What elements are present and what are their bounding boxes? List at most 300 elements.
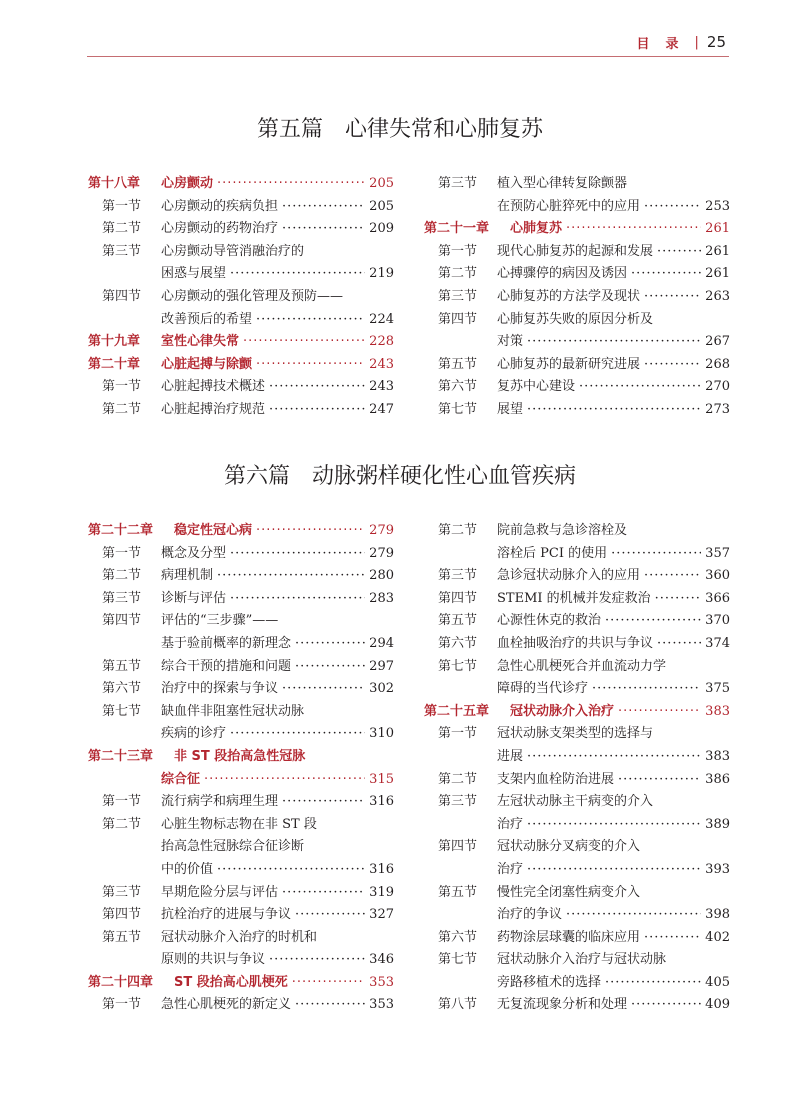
dot-leader <box>295 656 365 679</box>
section-label: 第三节 <box>438 288 478 304</box>
section-title: 早期危险分层与评估 <box>161 884 279 900</box>
dot-leader <box>217 859 365 882</box>
toc-section-entry[interactable] <box>88 565 394 588</box>
entry-page-number: 383 <box>705 748 730 764</box>
section-label: 第四节 <box>102 288 142 304</box>
toc-section-entry[interactable] <box>88 376 394 399</box>
section-label: 第六节 <box>438 635 478 651</box>
entry-text-line <box>161 791 394 814</box>
section-title: 治疗中的探索与争议 <box>161 681 279 697</box>
dot-leader <box>269 949 365 972</box>
section-title: 原则的共识与争议 <box>161 952 266 968</box>
entry-page-number: 386 <box>705 771 730 787</box>
page-number: 25 <box>706 33 726 51</box>
toc-section-entry[interactable] <box>88 588 394 611</box>
entry-text-line <box>161 565 394 588</box>
chapter-label: 第十九章 <box>88 334 141 350</box>
toc-column-part5-left <box>88 173 394 422</box>
section-title: 流行病学和病理生理 <box>161 794 279 810</box>
entry-text-line <box>497 354 730 377</box>
section-title: 冠状动脉介入治疗与冠状动脉 <box>497 952 667 968</box>
part-title: 心律失常和心肺复苏 <box>345 117 544 142</box>
toc-section-entry[interactable] <box>424 309 730 332</box>
toc-section-entry[interactable] <box>424 286 730 309</box>
entry-text-line <box>497 656 730 679</box>
entry-text-line <box>161 949 394 972</box>
part-six-heading <box>0 459 800 490</box>
toc-section-entry[interactable] <box>88 286 394 309</box>
section-title: 心脏起搏治疗规范 <box>161 401 266 417</box>
entry-page-number: 315 <box>369 771 394 787</box>
entry-page-number: 357 <box>705 545 730 561</box>
entry-page-number: 370 <box>705 613 730 629</box>
section-label: 第三节 <box>438 176 478 191</box>
chapter-title: 室性心律失常 <box>161 334 240 350</box>
toc-chapter-entry[interactable] <box>424 701 730 724</box>
entry-text-line <box>161 859 394 882</box>
section-title: 心肺复苏的最新研究进展 <box>497 356 641 372</box>
section-label: 第二节 <box>102 221 142 237</box>
dot-leader <box>527 746 701 769</box>
section-title: 诊断与评估 <box>161 590 227 606</box>
toc-chapter-entry[interactable] <box>88 331 394 354</box>
chapter-label: 第二十一章 <box>424 221 490 237</box>
entry-page-number: 273 <box>705 401 730 417</box>
section-title: 复苏中心建设 <box>497 379 576 395</box>
dot-leader <box>644 354 701 377</box>
entry-text-line <box>161 309 394 332</box>
section-title: 展望 <box>497 401 524 417</box>
dot-leader <box>282 791 365 814</box>
toc-section-entry[interactable] <box>424 904 730 927</box>
entry-text-line <box>497 286 730 309</box>
dot-leader <box>605 610 701 633</box>
section-title: 心房颤动导管消融治疗的 <box>161 243 305 259</box>
toc-section-entry[interactable] <box>424 376 730 399</box>
entry-text-line <box>161 173 394 196</box>
section-title: 院前急救与急诊溶栓及 <box>497 523 628 538</box>
section-label: 第二节 <box>102 816 142 832</box>
entry-page-number: 375 <box>705 681 730 697</box>
entry-text-line <box>497 543 730 566</box>
entry-text-line <box>161 814 394 837</box>
toc-section-entry[interactable] <box>88 723 394 746</box>
entry-page-number: 297 <box>369 658 394 674</box>
entry-text-line <box>497 904 730 927</box>
dot-leader <box>269 376 365 399</box>
chapter-title: 稳定性冠心病 <box>174 523 253 538</box>
entry-text-line <box>161 904 394 927</box>
section-title: 心搏骤停的病因及诱因 <box>497 266 628 282</box>
section-title: 中的价值 <box>161 861 214 877</box>
section-label: 第六节 <box>102 681 142 697</box>
entry-text-line <box>497 376 730 399</box>
section-label: 第四节 <box>102 907 142 923</box>
toc-section-entry[interactable] <box>424 836 730 859</box>
section-label: 第三节 <box>102 243 142 259</box>
toc-section-entry[interactable] <box>88 241 394 264</box>
entry-page-number: 205 <box>369 198 394 214</box>
entry-text-line <box>161 633 394 656</box>
entry-text-line <box>161 286 394 309</box>
section-title: 急诊冠状动脉介入的应用 <box>497 568 641 584</box>
entry-text-line <box>161 241 394 264</box>
section-title: 旁路移植术的选择 <box>497 974 602 990</box>
entry-page-number: 366 <box>705 590 730 606</box>
entry-page-number: 267 <box>705 334 730 350</box>
section-title: 治疗的争议 <box>497 907 563 923</box>
section-label: 第四节 <box>438 839 478 855</box>
entry-text-line <box>510 218 730 241</box>
entry-text-line <box>497 633 730 656</box>
entry-page-number: 302 <box>369 681 394 697</box>
toc-section-entry[interactable] <box>424 859 730 882</box>
dot-leader <box>217 173 365 196</box>
toc-section-entry[interactable] <box>88 656 394 679</box>
section-title: 急性心肌梗死的新定义 <box>161 997 292 1013</box>
toc-section-entry[interactable] <box>424 399 730 422</box>
entry-text-line <box>497 927 730 950</box>
entry-page-number: 224 <box>369 311 394 327</box>
toc-section-entry[interactable] <box>88 543 394 566</box>
entry-page-number: 268 <box>705 356 730 372</box>
section-title: 现代心肺复苏的起源和发展 <box>497 243 654 259</box>
dot-leader <box>644 196 701 219</box>
entry-text-line <box>497 331 730 354</box>
section-label: 第三节 <box>102 590 142 606</box>
toc-section-entry[interactable] <box>424 263 730 286</box>
entry-text-line <box>497 196 730 219</box>
entry-page-number: 261 <box>705 243 730 259</box>
section-title: 进展 <box>497 748 524 764</box>
section-label: 第二节 <box>438 523 478 538</box>
entry-text-line <box>497 678 730 701</box>
entry-text-line <box>161 399 394 422</box>
section-label: 第二节 <box>102 568 142 584</box>
entry-text-line <box>497 972 730 995</box>
section-label: 第五节 <box>102 658 142 674</box>
dot-leader <box>631 263 701 286</box>
entry-text-line <box>497 610 730 633</box>
toc-section-entry[interactable] <box>424 769 730 792</box>
entry-text-line <box>161 701 394 724</box>
toc-section-entry[interactable] <box>424 565 730 588</box>
entry-text-line <box>161 769 394 792</box>
entry-page-number: 383 <box>705 703 730 719</box>
section-title: 药物涂层球囊的临床应用 <box>497 929 641 945</box>
section-title: 对策 <box>497 334 524 350</box>
chapter-title: ST 段抬高心肌梗死 <box>174 974 288 990</box>
entry-page-number: 393 <box>705 861 730 877</box>
entry-text-line <box>497 814 730 837</box>
toc-section-entry[interactable] <box>424 949 730 972</box>
dot-leader <box>217 565 365 588</box>
entry-text-line <box>497 309 730 332</box>
chapter-label: 第二十章 <box>88 356 141 372</box>
section-title: 心肺复苏的方法学及现状 <box>497 288 641 304</box>
toc-section-entry[interactable] <box>88 882 394 905</box>
section-title: 急性心肌梗死合并血流动力学 <box>497 658 667 674</box>
section-title: 血栓抽吸治疗的共识与争议 <box>497 635 654 651</box>
section-label: 第五节 <box>102 929 142 945</box>
chapter-label: 第二十五章 <box>424 703 490 719</box>
entry-text-line <box>510 701 730 724</box>
section-label: 第四节 <box>102 613 142 629</box>
entry-text-line <box>161 354 394 377</box>
entry-text-line <box>497 241 730 264</box>
dot-leader <box>579 376 701 399</box>
toc-section-entry[interactable] <box>424 241 730 264</box>
entry-page-number: 360 <box>705 568 730 584</box>
entry-page-number: 228 <box>369 334 394 350</box>
toc-section-entry[interactable] <box>424 972 730 995</box>
section-label: 第一节 <box>102 794 142 810</box>
chapter-title: 心房颤动 <box>161 176 214 191</box>
section-title: 无复流现象分析和处理 <box>497 997 628 1013</box>
entry-text-line <box>161 218 394 241</box>
chapter-title: 心肺复苏 <box>510 221 563 237</box>
section-title: 病理机制 <box>161 568 214 584</box>
dot-leader <box>657 241 701 264</box>
dot-leader <box>256 309 365 332</box>
toc-chapter-entry[interactable] <box>88 769 394 792</box>
toc-section-entry[interactable] <box>424 678 730 701</box>
section-title: 抗栓治疗的进展与争议 <box>161 907 292 923</box>
entry-text-line <box>497 859 730 882</box>
chapter-title: 非 ST 段抬高急性冠脉 <box>174 748 306 764</box>
entry-text-line <box>174 746 394 769</box>
section-label: 第五节 <box>438 613 478 629</box>
section-title: 基于验前概率的新理念 <box>161 635 292 651</box>
entry-text-line <box>161 678 394 701</box>
section-title: 心房颤动的强化管理及预防—— <box>161 288 344 304</box>
section-title: 综合干预的措施和问题 <box>161 658 292 674</box>
toc-section-entry[interactable] <box>88 196 394 219</box>
dot-leader <box>644 927 701 950</box>
entry-page-number: 405 <box>705 974 730 990</box>
toc-section-entry[interactable] <box>88 859 394 882</box>
toc-section-entry[interactable] <box>88 701 394 724</box>
toc-section-entry[interactable] <box>88 263 394 286</box>
chapter-title: 综合征 <box>161 771 201 787</box>
section-title: 冠状动脉支架类型的选择与 <box>497 726 654 742</box>
entry-page-number: 327 <box>369 907 394 923</box>
section-title: 心脏起搏技术概述 <box>161 379 266 395</box>
section-label: 第六节 <box>438 929 478 945</box>
toc-section-entry[interactable] <box>424 882 730 905</box>
toc-section-entry[interactable] <box>424 196 730 219</box>
section-title: 心房颤动的药物治疗 <box>161 221 279 237</box>
dot-leader <box>527 331 701 354</box>
section-title: 治疗 <box>497 861 524 877</box>
header-divider: | <box>694 34 699 50</box>
dot-leader <box>644 286 701 309</box>
dot-leader <box>618 769 701 792</box>
dot-leader <box>592 678 701 701</box>
toc-section-entry[interactable] <box>424 791 730 814</box>
section-title: 评估的“三步骤”—— <box>161 613 279 629</box>
toc-chapter-entry[interactable] <box>88 173 394 196</box>
section-label: 第一节 <box>102 379 142 395</box>
section-label: 第一节 <box>102 198 142 214</box>
toc-section-entry[interactable] <box>424 520 730 543</box>
entry-page-number: 310 <box>369 726 394 742</box>
dot-leader <box>230 263 365 286</box>
section-title: 治疗 <box>497 816 524 832</box>
toc-chapter-entry[interactable] <box>424 218 730 241</box>
dot-leader <box>282 196 365 219</box>
entry-text-line <box>497 791 730 814</box>
toc-section-entry[interactable] <box>88 610 394 633</box>
entry-page-number: 263 <box>705 288 730 304</box>
section-title: 冠状动脉分叉病变的介入 <box>497 839 641 855</box>
toc-section-entry[interactable] <box>88 309 394 332</box>
section-title: 心房颤动的疾病负担 <box>161 198 279 214</box>
toc-section-entry[interactable] <box>424 543 730 566</box>
toc-chapter-entry[interactable] <box>88 520 394 543</box>
toc-chapter-entry[interactable] <box>88 354 394 377</box>
section-label: 第七节 <box>438 401 478 417</box>
section-title: 心肺复苏失败的原因分析及 <box>497 311 654 327</box>
header-title: 目录 <box>636 36 695 52</box>
toc-section-entry[interactable] <box>88 814 394 837</box>
entry-text-line <box>161 588 394 611</box>
toc-section-entry[interactable] <box>424 656 730 679</box>
section-title: STEMI 的机械并发症救治 <box>497 590 651 606</box>
entry-page-number: 398 <box>705 907 730 923</box>
section-label: 第七节 <box>102 703 142 719</box>
section-label: 第四节 <box>438 311 478 327</box>
section-title: 概念及分型 <box>161 545 227 561</box>
toc-section-entry[interactable] <box>88 994 394 1017</box>
entry-text-line <box>161 656 394 679</box>
toc-section-entry[interactable] <box>424 588 730 611</box>
toc-section-entry[interactable] <box>88 218 394 241</box>
entry-text-line <box>497 520 730 543</box>
section-label: 第二节 <box>438 771 478 787</box>
toc-section-entry[interactable] <box>88 904 394 927</box>
toc-section-entry[interactable] <box>424 723 730 746</box>
entry-page-number: 219 <box>369 266 394 282</box>
section-label: 第一节 <box>102 545 142 561</box>
dot-leader <box>282 218 365 241</box>
entry-text-line <box>161 994 394 1017</box>
section-title: 冠状动脉介入治疗的时机和 <box>161 929 318 945</box>
toc-section-entry[interactable] <box>88 678 394 701</box>
dot-leader <box>282 882 365 905</box>
section-title: 疾病的诊疗 <box>161 726 227 742</box>
dot-leader <box>295 994 365 1017</box>
part-label: 第五篇 <box>256 117 323 142</box>
dot-leader <box>605 972 701 995</box>
toc-section-entry[interactable] <box>424 927 730 950</box>
dot-leader <box>644 565 701 588</box>
entry-page-number: 209 <box>369 221 394 237</box>
toc-section-entry[interactable] <box>88 633 394 656</box>
toc-section-entry[interactable] <box>88 836 394 859</box>
entry-text-line <box>497 746 730 769</box>
entry-text-line <box>161 331 394 354</box>
toc-section-entry[interactable] <box>88 791 394 814</box>
section-label: 第五节 <box>438 356 478 372</box>
section-title: 左冠状动脉主干病变的介入 <box>497 794 654 810</box>
dot-leader <box>204 769 365 792</box>
dot-leader <box>527 814 701 837</box>
entry-text-line <box>174 972 394 995</box>
entry-text-line <box>161 836 394 859</box>
dot-leader <box>566 904 701 927</box>
entry-page-number: 389 <box>705 816 730 832</box>
dot-leader <box>295 633 365 656</box>
dot-leader <box>527 399 701 422</box>
section-title: 溶栓后 PCI 的使用 <box>497 545 608 561</box>
entry-text-line <box>497 263 730 286</box>
entry-page-number: 243 <box>369 356 394 372</box>
toc-section-entry[interactable] <box>424 354 730 377</box>
toc-chapter-entry[interactable] <box>88 972 394 995</box>
section-title: 植入型心律转复除颤器 <box>497 176 628 191</box>
toc-section-entry[interactable] <box>88 399 394 422</box>
dot-leader <box>631 994 701 1017</box>
entry-text-line <box>497 882 730 905</box>
toc-chapter-entry[interactable] <box>88 746 394 769</box>
section-title: 缺血伴非阻塞性冠状动脉 <box>161 703 305 719</box>
entry-text-line <box>497 994 730 1017</box>
chapter-label: 第二十四章 <box>88 974 154 990</box>
dot-leader <box>243 331 365 354</box>
toc-section-entry[interactable] <box>424 746 730 769</box>
entry-text-line <box>497 588 730 611</box>
entry-page-number: 279 <box>369 545 394 561</box>
section-label: 第三节 <box>438 794 478 810</box>
entry-page-number: 243 <box>369 379 394 395</box>
dot-leader <box>292 972 365 995</box>
section-label: 第七节 <box>438 952 478 968</box>
entry-text-line <box>161 927 394 950</box>
entry-page-number: 319 <box>369 884 394 900</box>
toc-column-part6-right <box>424 520 730 1017</box>
section-label: 第一节 <box>438 243 478 259</box>
entry-page-number: 283 <box>369 590 394 606</box>
entry-page-number: 205 <box>369 176 394 191</box>
section-label: 第八节 <box>438 997 478 1013</box>
entry-page-number: 280 <box>369 568 394 584</box>
entry-page-number: 294 <box>369 635 394 651</box>
toc-section-entry[interactable] <box>424 331 730 354</box>
toc-section-entry[interactable] <box>88 949 394 972</box>
toc-section-entry[interactable] <box>424 994 730 1017</box>
entry-page-number: 261 <box>705 221 730 237</box>
dot-leader <box>657 633 701 656</box>
entry-text-line <box>161 610 394 633</box>
toc-section-entry[interactable] <box>424 173 730 196</box>
chapter-label: 第二十三章 <box>88 748 154 764</box>
section-label: 第一节 <box>438 726 478 742</box>
toc-section-entry[interactable] <box>424 610 730 633</box>
section-label: 第三节 <box>438 568 478 584</box>
section-label: 第三节 <box>102 884 142 900</box>
section-title: 心脏生物标志物在非 ST 段 <box>161 816 317 832</box>
toc-section-entry[interactable] <box>424 633 730 656</box>
entry-page-number: 374 <box>705 635 730 651</box>
section-label: 第二节 <box>102 401 142 417</box>
chapter-title: 心脏起搏与除颤 <box>161 356 253 372</box>
toc-section-entry[interactable] <box>424 814 730 837</box>
running-header <box>637 30 727 54</box>
dot-leader <box>566 218 701 241</box>
toc-section-entry[interactable] <box>88 927 394 950</box>
dot-leader <box>655 588 702 611</box>
